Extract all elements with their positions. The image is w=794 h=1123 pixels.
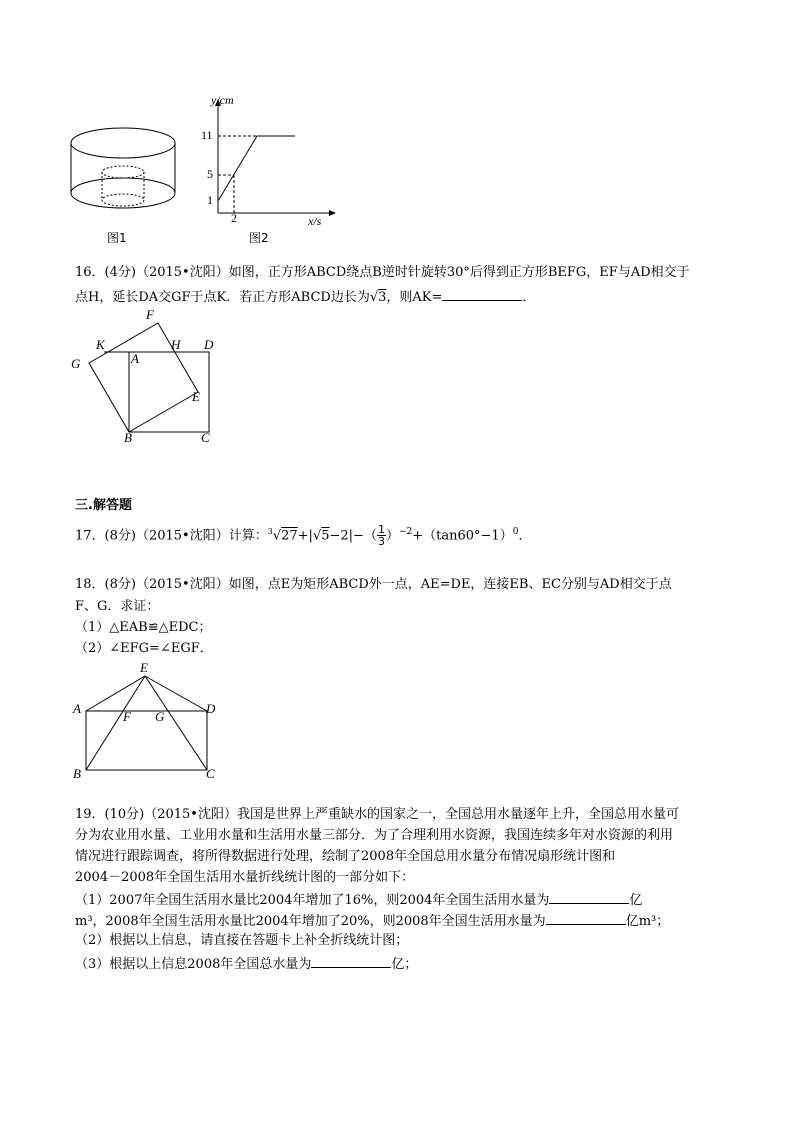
y-axis-label: y/cm	[211, 93, 234, 107]
figure2-caption: 图2	[249, 231, 269, 245]
q18-label-A: A	[73, 701, 81, 716]
q16-line1: 16．(4分)（2015•沈阳）如图，正方形ABCD绕点B逆时针旋转30°后得到正方形BEFG，EF与AD相交于	[75, 265, 690, 280]
q16-label-E: E	[192, 389, 200, 404]
q16-line2: 点H，延长DA交GF于点K．若正方形ABCD边长为√3，则AK= ．	[75, 286, 535, 308]
q16-label-F: F	[146, 307, 154, 322]
section-heading: 三.解答题	[75, 498, 132, 513]
q18-item1: （1）△EAB≌△EDC；	[75, 620, 212, 635]
q18-label-F: F	[123, 709, 131, 724]
y-tick-11: 11	[201, 128, 213, 142]
q18-label-C: C	[206, 766, 215, 781]
q19-item1b: m³，2008年全国生活用水量比2004年增加了20%，则2008年全国生活用水量为 亿m³；	[75, 910, 669, 932]
q18-label-D: D	[206, 701, 216, 716]
q19-blank-2008[interactable]	[546, 910, 626, 925]
q18-label-G: G	[155, 709, 165, 724]
x-tick-2: 2	[231, 211, 237, 225]
q19-line2: 分为农业用水量、工业用水量和生活用水量三部分．为了合理利用水资源，我国连续多年对水资源的利用	[75, 828, 674, 843]
q18-label-B: B	[73, 766, 81, 781]
q18-item2: （2）∠EFG=∠EGF．	[75, 641, 213, 656]
q16-label-A: A	[131, 351, 139, 366]
q16-label-C: C	[201, 430, 210, 445]
q18-label-E: E	[140, 660, 148, 675]
figure1-caption: 图1	[107, 231, 127, 245]
x-axis-label: x/s	[308, 214, 322, 228]
q16-label-D: D	[204, 337, 214, 352]
q16-label-B: B	[124, 430, 132, 445]
q16-answer-blank[interactable]	[442, 286, 522, 301]
q16-label-G: G	[71, 356, 81, 371]
y-tick-1: 1	[207, 193, 213, 207]
q16-label-K: K	[96, 337, 105, 352]
q19-line3: 情况进行跟踪调查，将所得数据进行处理，绘制了2008年全国总用水量分布情况扇形统计图和	[75, 849, 616, 864]
q16-label-H: H	[171, 337, 181, 352]
q16-figure	[70, 305, 230, 450]
q18-line1: 18．(8分)（2015•沈阳）如图，点E为矩形ABCD外一点，AE=DE，连接EB、EC分别与AD相交于点	[75, 577, 672, 592]
q18-line2: F、G．求证：	[75, 599, 160, 614]
q19-blank-total[interactable]	[311, 953, 391, 968]
q19-item2: （2）根据以上信息，请直接在答题卡上补全折线统计图；	[75, 933, 409, 948]
q19-item1a: （1）2007年全国生活用水量比2004年增加了16%，则2004年全国生活用水量为 亿	[75, 889, 642, 911]
figure2-graph	[195, 95, 345, 235]
cylinder-figure	[60, 120, 190, 230]
y-tick-5: 5	[207, 167, 213, 181]
q19-line1: 19．(10分)（2015•沈阳）我国是世界上严重缺水的国家之一，全国总用水量逐年上升，全国总用水量可	[75, 807, 679, 822]
q17-line: 17．(8分)（2015•沈阳）计算：$^3$√27+|√5−2|−（ $\frac{1}{3}$ ）$^{-2}+(\tan 60^\circ-1)^0$．	[75, 523, 532, 549]
q19-blank-2004[interactable]	[549, 889, 629, 904]
q19-line4: 2004－2008年全国生活用水量折线统计图的一部分如下：	[75, 870, 415, 885]
q19-item3: （3）根据以上信息2008年全国总水量为 亿；	[75, 953, 417, 975]
